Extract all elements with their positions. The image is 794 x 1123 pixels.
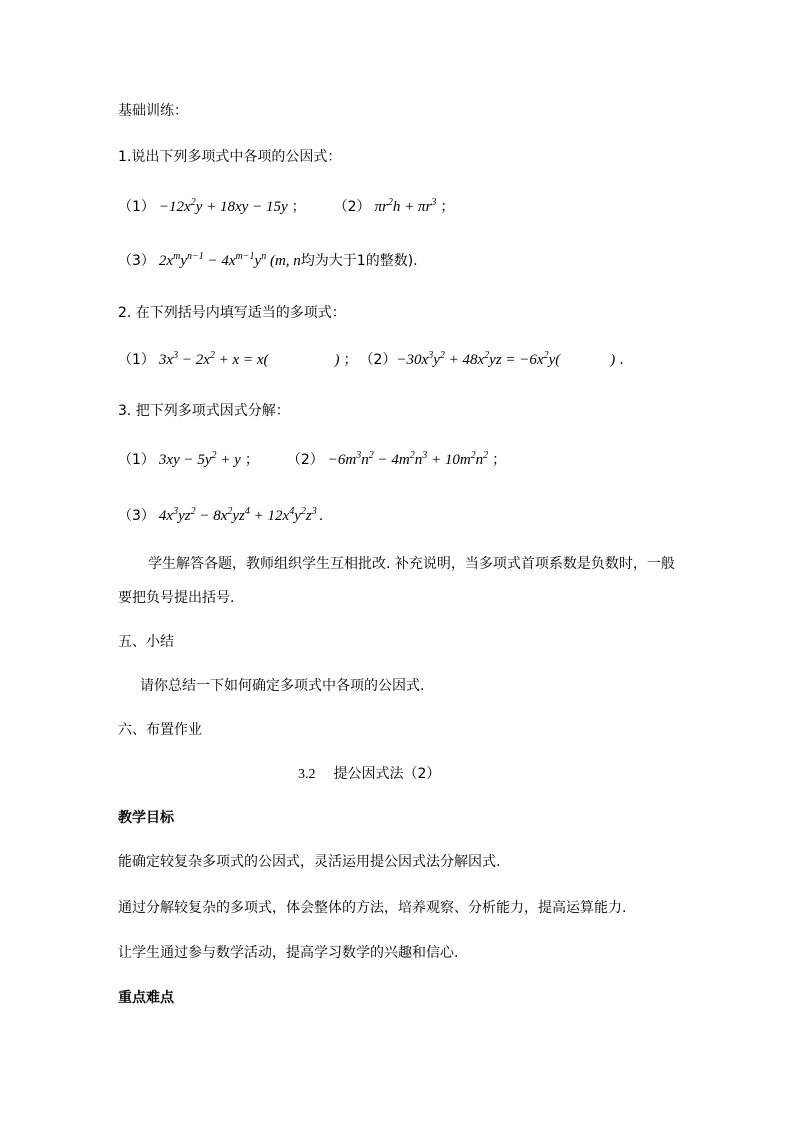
student-paragraph: 学生解答各题，教师组织学生互相批改. 补充说明，当多项式首项系数是负数时，一般要把负号提出括号. (118, 556, 675, 606)
lesson-heading-num: 3.2 (298, 767, 316, 782)
lesson-heading (298, 764, 440, 785)
q2-p2-expr: $-30x^3y^2 + 48x^2yz = -6x^2y$( (396, 350, 561, 368)
key-points-title: 重点难点 (118, 990, 174, 1006)
q2-p1-close: ) (334, 352, 340, 368)
q2-title: 2. 在下列括号内填写适当的多项式： (118, 305, 346, 321)
q2-p1-label: （1） (118, 352, 155, 368)
q2-sep: ； (343, 352, 358, 368)
q1-p3-tail: 均为大于1的整数) (300, 253, 414, 269)
q2-p2-close: ) (610, 352, 616, 368)
section5-text: 请你总结一下如何确定多项式中各项的公因式. (140, 678, 425, 694)
section6-title: 六、布置作业 (118, 722, 202, 738)
q3-sep2: ； (492, 452, 507, 468)
goals-title: 教学目标 (118, 810, 174, 826)
q3-p3-expr: $4x^3yz^2 - 8x^2yz^4 + 12x^4y^2z^3$ (158, 506, 317, 524)
q3-p3-end: . (318, 508, 324, 524)
section-title: 基础训练： (118, 103, 188, 119)
goal-2: 通过分解较复杂的多项式，体会整体的方法，培养观察、分析能力，提高运算能力. (118, 900, 627, 916)
q3-p2-label: （2） (286, 452, 324, 468)
q3-p1-label: （1） (118, 452, 155, 468)
q2-row (118, 350, 624, 370)
q1-title: 1.说出下列多项式中各项的公因式： (118, 149, 342, 165)
q3-sep1: ； (244, 452, 259, 468)
q3-title: 3. 把下列多项式因式分解： (118, 403, 290, 419)
q2-p2-end: . (619, 352, 624, 368)
q1-sep1: ； (291, 199, 306, 215)
q1-p1-label: （1） (118, 199, 155, 215)
q1-row1 (118, 197, 454, 217)
q1-sep2: ； (440, 199, 455, 215)
q1-p3-label: （3） (118, 253, 155, 269)
q3-p3-label: （3） (118, 508, 155, 524)
q1-p3-end: . (413, 253, 418, 269)
q1-p2-label: （2） (333, 199, 371, 215)
goal-3: 让学生通过参与数学活动，提高学习数学的兴趣和信心. (118, 945, 459, 961)
lesson-heading-text: 提公因式法（2） (333, 766, 441, 782)
goal-1: 能确定较复杂多项式的公因式，灵活运用提公因式法分解因式. (118, 854, 501, 870)
q2-p1-expr: $3x^3 - 2x^2 + x = x$( (158, 350, 269, 368)
section5-title: 五、小结 (118, 634, 174, 650)
q1-p2-expr: $\pi r^2h + \pi r^3$ (374, 197, 437, 215)
q1-p1-expr: $-12x^2y + 18xy - 15y$ (158, 197, 288, 215)
q2-p2-label: （2） (359, 352, 397, 368)
q1-row2 (118, 251, 418, 271)
q3-row1 (118, 450, 506, 470)
q3-p1-expr: $3xy - 5y^2 + y$ (158, 450, 241, 468)
q3-p2-expr: $-6m^3n^2 - 4m^2n^3 + 10m^2n^2$ (327, 450, 489, 468)
q1-p3-expr: $2x^my^{n-1} - 4x^{m-1}y^n$ (m, n (158, 251, 301, 269)
q3-row2 (118, 506, 323, 526)
